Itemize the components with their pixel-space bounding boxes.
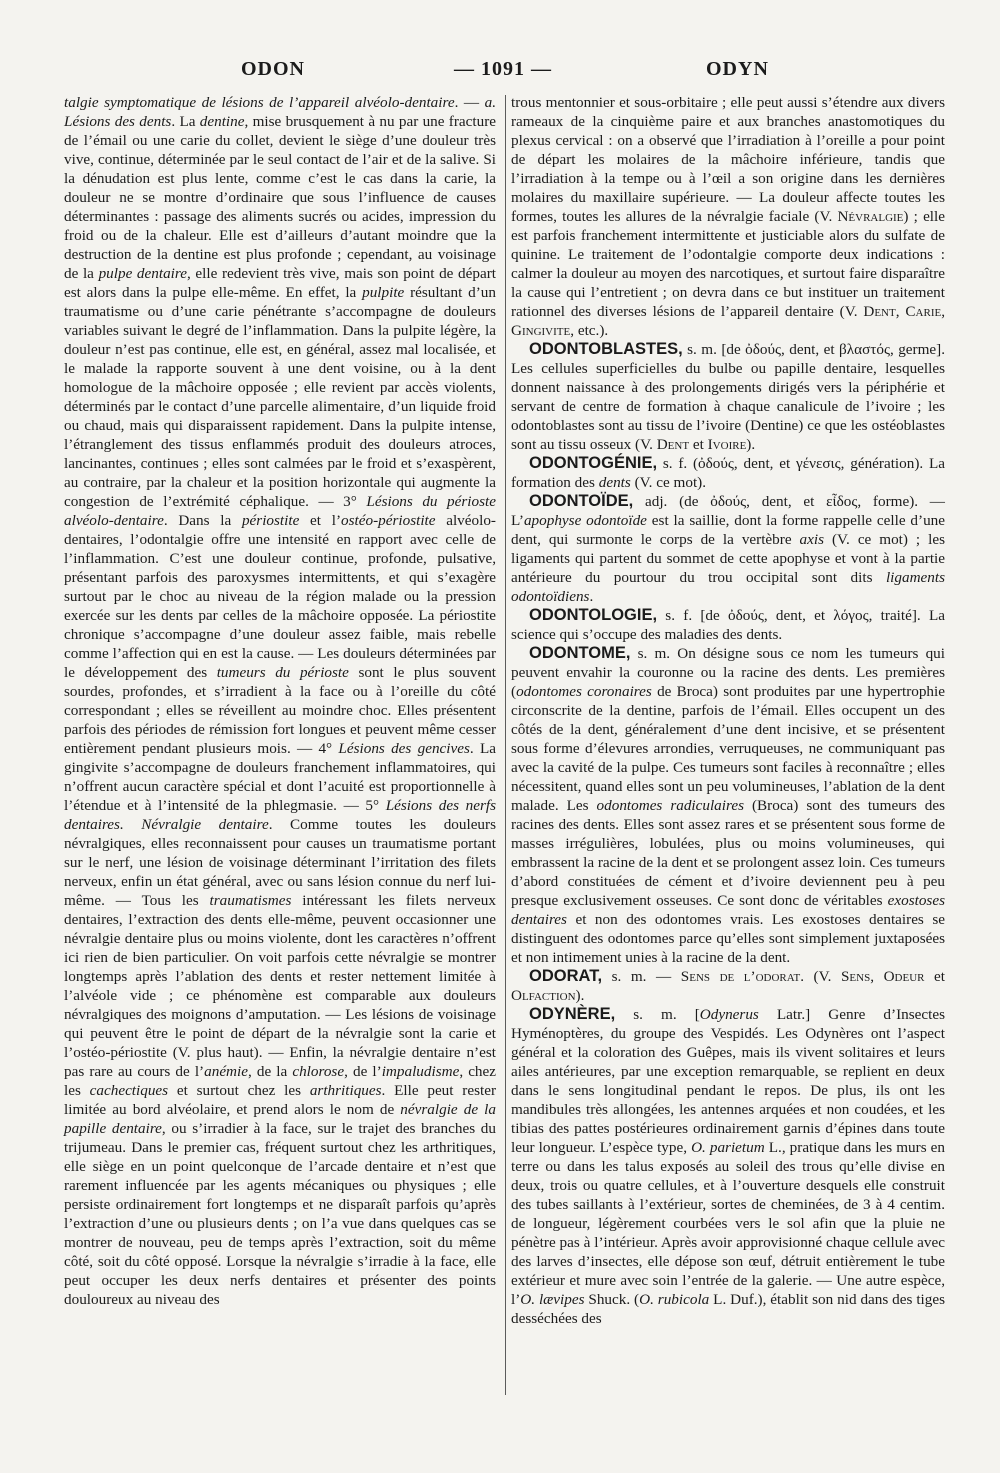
headword: ODONTOGÉNIE,: [529, 454, 658, 472]
text-run: . —: [454, 94, 485, 111]
running-head-left: ODON: [241, 58, 305, 80]
headword: ODONTOLOGIE,: [529, 606, 658, 624]
italic-run: traumatismes: [209, 892, 292, 909]
entry-odynere: [511, 1005, 945, 1328]
headword: ODYNÈRE,: [529, 1005, 616, 1023]
text-run: , chez les: [64, 1063, 497, 1099]
text-run: ,: [870, 968, 884, 985]
text-run: est la saillie, dont la forme rappelle celle d’une dent, qui surmonte le corps de la vertèbre: [511, 512, 946, 548]
text-run: .: [589, 588, 594, 605]
italic-run: pulpite: [362, 284, 405, 301]
italic-run: Lésions des nerfs dentaires. Névralgie dentaire: [64, 797, 496, 833]
small-caps-run: Dent: [656, 436, 690, 453]
italic-run: ligaments odontoïdiens: [511, 569, 945, 605]
italic-run: O. lævipes: [520, 1291, 585, 1308]
text-run: . La: [171, 113, 200, 130]
small-caps-run: Ivoire: [707, 436, 747, 453]
column-rule: [505, 95, 506, 1395]
small-caps-run: Névralgie: [837, 208, 904, 225]
italic-run: O. parietum: [691, 1139, 765, 1156]
italic-run: Odynerus: [699, 1006, 759, 1023]
text-run: Latr.] Genre d’Insectes Hyménoptères, du groupe des Vespidés. Les Odynères ont l’aspect général et la coloration des Guêpes, mais ils vivent solitaires et leurs ailes antérieures, par une exception remarquable, se replient en deux dans le sens longitudinal pendant le repos. De plus, ils ont les mandibules très allongées, les antennes arquées et non coudées, et les tibias des pattes postérieures ordinairement garnis d’épines dans toute leur longueur. L’espèce type,: [511, 1006, 946, 1156]
text-run: et surtout chez les: [168, 1082, 310, 1099]
italic-run: O. rubicola: [639, 1291, 710, 1308]
italic-run: dents: [598, 474, 631, 491]
small-caps-run: Sens: [840, 968, 871, 985]
text-run: . (V.: [800, 968, 841, 985]
text-run: résultant d’un traumatisme ou d’une carie pénétrante s’accompagne de douleurs variables suivant le degré de l’inflammation. Dans la pulpite légère, la douleur n’est pas continue, elle est, en général, assez mal localisée, et le malade la rapporte souvent à une dent voisine, ou à la dent homologue de la mâchoire opposée ; elle revient par accès violents, déterminés par le contact d’une parcelle alimentaire, d’un liquide froid ou chaud, mais qui disparaissent rapidement. Dans la pulpite intense, l’étranglement des tissus enflammés produit des douleurs atroces, lancinantes, continues ; elles sont calmées par le froid et s’exaspèrent, au contraire, par la chaleur et la position horizontale qui augmente la congestion de l’extrémité céphalique. — 3°: [64, 284, 496, 510]
entry-odontome: [511, 644, 945, 967]
italic-run: exostoses dentaires: [511, 892, 945, 928]
italic-run: dentine: [199, 113, 245, 130]
text-run: L., pratique dans les murs en terre ou dans les talus exposés au soleil des trous qu’elle divise en deux, trois ou quatre cellules, et à l’ouverture desquels elle construit des tubes saillants à l’extérieur, sortes de cheminées, de 3 à 4 centim. de longueur, légèrement courbées vers le sol afin que la pluie ne pénètre pas à l’intérieur. Après avoir approvisionné chaque cellule avec des larves d’insectes, elle dépose son œuf, détruit entièrement le tube extérieur et mure avec soin l’entrée de la galerie. — Une autre espèce, l’: [511, 1139, 945, 1308]
text-run: (V. ce mot).: [630, 474, 707, 491]
text-run: . Comme toutes les douleurs névralgiques, elles reconnaissent pour causes un traumatisme portant sur le nerf, une lésion de voisinage déterminant l’irritation des filets nerveux, enfin un état général, avec ou sans lésion connue du nerf lui-même. — Tous les: [64, 816, 496, 909]
odontalgie-continuation: [64, 93, 496, 1309]
entry-odontogenie: [511, 454, 945, 492]
italic-run: anémie: [204, 1063, 248, 1080]
italic-run: tumeurs du périoste: [216, 664, 349, 681]
page-number: — 1091 —: [454, 58, 552, 80]
italic-run: pulpe dentaire: [98, 265, 187, 282]
text-run: alvéolo-dentaires, l’odontalgie offre une intensité en rapport avec celle de l’inflammation. C’est une douleur continue, profonde, pulsative, présentant parfois des paroxysmes intermittents, et qui s’exagère surtout par le choc au niveau de la région malade ou la pression exercée sur les dents par celles de la mâchoire opposée. La périostite chronique s’accompagne d’une douleur assez faible, mais rebelle comme l’affection qui en est la cause. — Les douleurs déterminées par le développement des: [64, 512, 496, 681]
text-run: de Broca) sont produites par une hypertrophie circonscrite de la dentine, parfois de l’émail. Elles occupent un des côtés de la dent, généralement d’une dent incisive, et se présentent sous forme d’élevures arrondies, verruqueuses, ne communiquant pas avec la cavité de la pulpe. Ces tumeurs sont faciles à reconnaître ; elles nécessitent, quand elles sont un peu volumineuses, l’ablation de la dent malade. Les: [511, 683, 945, 814]
italic-run: talgie symptomatique de lésions de l’appareil alvéolo-dentaire: [64, 94, 455, 111]
small-caps-run: Odeur: [883, 968, 925, 985]
text-run: , elle redevient très vive, mais son point de départ est alors dans la pulpe elle-même. En effet, la: [64, 265, 496, 301]
text-run: L. Duf.), établit son nid dans des tiges desséchées des: [511, 1291, 946, 1327]
entry-odontologie: [511, 606, 945, 644]
text-run: (Broca) sont des tumeurs des racines des dents. Elles sont assez rares et se présentent sous forme de masses irrégulières, lobulées, plus ou moins volumineuses, qui embrassent la racine de la dent et se prolongent assez loin. Ces tumeurs d’abord constituées de cément et d’ivoire deviennent peu à peu presque exclusivement osseuses. Ce sont donc de véritables: [511, 797, 945, 909]
text-run: s. f. (ὀδούς, dent, et γένεσις, génération). La formation des: [511, 455, 945, 491]
entry-odontoide: [511, 492, 945, 606]
text-run: . Dans la: [163, 512, 242, 529]
italic-run: Lésions des gencives: [338, 740, 470, 757]
italic-run: odontomes coronaires: [516, 683, 652, 700]
text-run: , mise brusquement à nu par une fracture de l’émail ou une carie du collet, devient le siège d’une douleur très vive, continue, déterminée par le seul contact de l’air et de la salive. Si la dénudation est plus lente, comme c’est le cas dans la carie, la douleur ne se montre d’ordinaire que sous l’influence de causes déterminantes : passage des aliments sucrés ou acides, impression du froid ou de la chaleur. Elle est d’ailleurs d’autant moindre que la destruction de la dentine est plus profonde ; cependant, au voisinage de la: [64, 113, 497, 282]
left-column: [64, 93, 496, 1309]
headword: ODONTOME,: [529, 644, 631, 662]
small-caps-run: Carie: [905, 303, 942, 320]
text-run: . La gingivite s’accompagne de douleurs franchement inflammatoires, qui n’offrent aucun caractère spécial et dont l’acuité est proportionnelle à l’étendue et à l’intensité de la phlegmasie. — 5°: [64, 740, 496, 814]
text-run: trous mentonnier et sous-orbitaire ; elle peut aussi s’étendre aux divers rameaux de la cinquième paire et aux branches anastomotiques du plexus cervical : on a observé que l’irradiation à l’oreille a pour point de départ les molaires de la mâchoire inférieure, tandis que l’irradiation à la tempe ou à l’œil a son origine dans les dernières molaires du maxillaire supérieure. — La douleur affecte toutes les formes, toutes les allures de la névralgie faciale (V.: [511, 94, 945, 225]
text-run: s. m. —: [602, 968, 681, 985]
italic-run: névralgie de la papille dentaire: [64, 1101, 496, 1137]
italic-run: impaludisme: [381, 1063, 460, 1080]
small-caps-run: Dent: [863, 303, 896, 320]
running-head: [0, 58, 1000, 86]
text-run: ,: [895, 303, 906, 320]
text-run: ,: [941, 303, 945, 320]
text-run: , etc.).: [570, 322, 609, 339]
text-run: s. m. [: [615, 1006, 700, 1023]
italic-run: axis: [799, 531, 825, 548]
text-run: ).: [746, 436, 756, 453]
italic-run: odontomes radiculaires: [596, 797, 744, 814]
text-run: adj. (de ὀδούς, dent, et εἶδος, forme). — L’: [511, 493, 945, 529]
text-run: s. f. [de ὀδούς, dent, et λόγος, traité]. La science qui s’occupe des maladies des dents.: [511, 607, 945, 643]
small-caps-run: Gingivite: [511, 322, 571, 339]
italic-run: ostéo-périostite: [341, 512, 436, 529]
small-caps-run: Olfaction: [511, 987, 576, 1004]
text-run: , de l’: [344, 1063, 382, 1080]
text-run: sont le plus souvent sourdes, profondes, et s’irradient à la face ou à l’oreille du côté correspondant ; elles se réveillent au moindre choc. Elles présentent parfois des périodes de rémission fort longues et peuvent même cesser entièrement pendant plusieurs mois. — 4°: [64, 664, 497, 757]
italic-run: périostite: [241, 512, 300, 529]
italic-run: chlorose: [292, 1063, 345, 1080]
italic-run: a. Lésions des dents: [64, 94, 497, 130]
entry-odontoblastes: [511, 340, 945, 454]
text-run: et non des odontomes vrais. Les exostoses dentaires se distinguent des odontomes parce qu’elles sont simplement juxtaposées et non intimement unies à la racine de la dent.: [511, 911, 945, 966]
headword: ODORAT,: [529, 967, 603, 985]
right-column: [511, 93, 945, 1328]
text-run: intéressant les filets nerveux dentaires, l’extraction des dents elle-même, peuvent occasionner une névralgie dentaire plus ou moins violente, dont les caractères n’offrent ici rien de bien particulier. On voit parfois cette névralgie se montrer longtemps après l’ablation des dents et rester nettement limitée à l’alvéole vide ; ce phénomène est comparable aux douleurs névralgiques des moignons d’amputation. — Les lésions de voisinage qui peuvent être le point de départ de la névralgie sont la carie et l’ostéo-périostite (V. plus haut). — Enfin, la névralgie dentaire n’est pas rare au cours de l’: [64, 892, 496, 1080]
text-run: et: [689, 436, 708, 453]
italic-run: arthritiques: [309, 1082, 382, 1099]
text-run: ).: [575, 987, 585, 1004]
italic-run: cachectiques: [89, 1082, 169, 1099]
text-run: (V. ce mot) ; les ligaments qui partent du sommet de cette apophyse et vont à la partie antérieure du pourtour du trou occipital sont dits: [511, 531, 945, 586]
text-run: , de la: [247, 1063, 293, 1080]
odontalgie-treatment-paragraph: [511, 93, 945, 340]
text-run: Shuck. (: [584, 1291, 640, 1308]
text-run: . Elle peut rester limitée au bord alvéolaire, et prend alors le nom de: [64, 1082, 496, 1118]
text-run: et: [924, 968, 946, 985]
text-run: et l’: [299, 512, 342, 529]
italic-run: Lésions du périoste alvéolo-dentaire: [64, 493, 496, 529]
text-run: s. m. On désigne sous ce nom les tumeurs qui peuvent envahir la couronne ou la racine des dents. Les premières (: [511, 645, 945, 700]
running-head-right: ODYN: [706, 58, 769, 80]
italic-run: apophyse odontoïde: [523, 512, 647, 529]
text-run: , ou s’irradier à la face, sur le trajet des branches du trijumeau. Dans le premier cas, fréquent surtout chez les arthritiques, elle siège en un point quelconque de l’arcade dentaire et n’est que rarement influencée par les agents mécaniques ou physiques ; elle persiste ordinairement fort longtemps et ne disparaît parfois qu’après l’extraction d’une ou plusieurs dents ; on l’a vue dans quelques cas se montrer de nouveau, peu de temps après l’extraction, soit du même côté, soit du côté opposé. Lorsque la névralgie s’irradie à la face, elle peut occuper les deux nerfs dentaires et présenter des points douloureux au niveau des: [64, 1120, 496, 1308]
headword: ODONTOBLASTES,: [529, 340, 683, 358]
text-run: s. m. [de ὀδούς, dent, et βλαστός, germe]. Les cellules superficielles du bulbe ou papille dentaire, lesquelles donnent naissance à des prolongements dirigés vers la périphérie et servant de centre de formation à chaque canalicule de l’ivoire ; les odontoblastes sont au tissu de l’ivoire (Dentine) ce que les ostéoblastes sont au tissu osseux (V.: [511, 341, 945, 453]
headword: ODONTOÏDE,: [529, 492, 634, 510]
small-caps-run: Sens de l’odorat: [680, 968, 801, 985]
entry-odorat: [511, 967, 945, 1005]
text-run: ) ; elle est parfois franchement intermittente et justiciable alors du sulfate de quinine. Le traitement de l’odontalgie comporte deux indications : calmer la douleur au moyen des narcotiques, et surtout faire disparaître la cause qui l’entretient ; on devra dans ce but instituer un traitement rationnel des diverses lésions de l’appareil dentaire (V.: [511, 208, 945, 320]
